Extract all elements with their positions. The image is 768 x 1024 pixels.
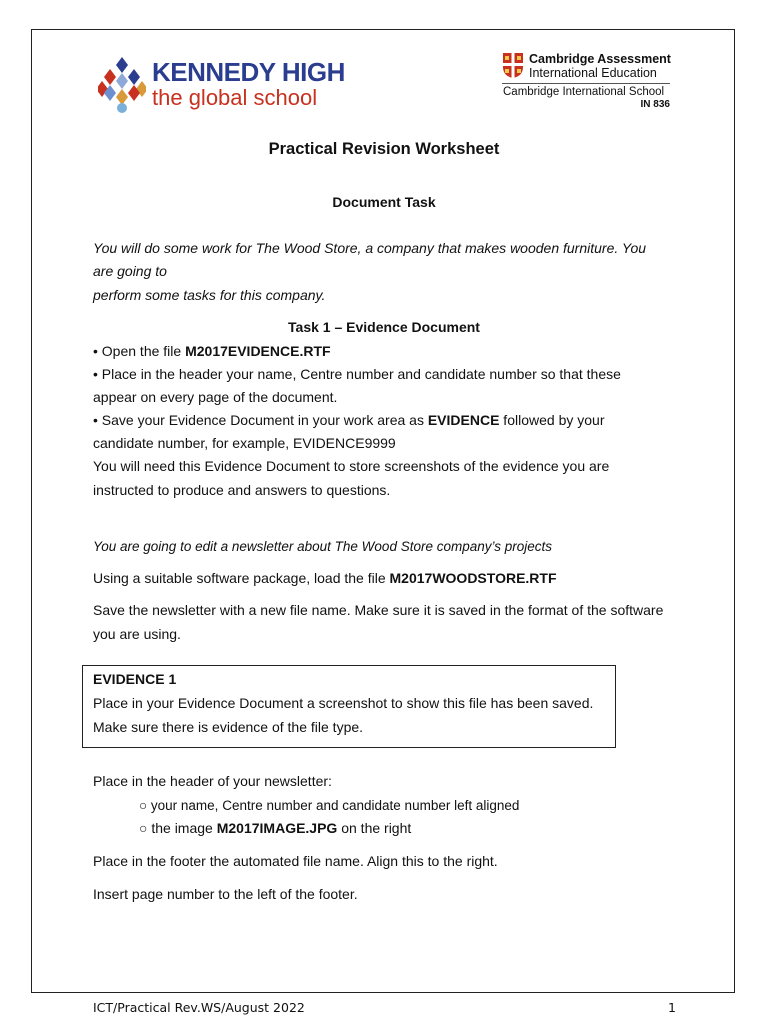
header-item2-prefix: ○ the image: [139, 820, 217, 836]
evidence1-title: EVIDENCE 1: [93, 671, 177, 687]
header-instructions-intro: Place in the header of your newsletter:: [93, 773, 332, 789]
centre-code: IN 836: [640, 99, 670, 110]
bullet-save-suffix: followed by your: [499, 412, 605, 428]
cambridge-line1: Cambridge Assessment: [529, 52, 671, 66]
kennedy-high-emblem-icon: [98, 55, 146, 115]
load-prefix: Using a suitable software package, load the file: [93, 570, 390, 586]
kennedy-high-logo: [98, 55, 345, 115]
page-border: [31, 29, 735, 993]
header-item2-suffix: on the right: [337, 820, 412, 836]
cambridge-shield-icon: [502, 52, 524, 79]
document-title: Practical Revision Worksheet: [268, 140, 500, 158]
task1-bullet-header-line2: appear on every page of the document.: [93, 389, 338, 405]
task1-bullet-save: [93, 409, 604, 433]
save-line1: Save the newsletter with a new file name. Make sure it is saved in the format of the software: [93, 602, 664, 618]
task1-bullet-header-line1: • Place in the header your name, Centre number and candidate number so that these: [93, 366, 621, 382]
page-number: 1: [668, 1000, 676, 1015]
bullet-open-text: • Open the file: [93, 343, 186, 359]
task1-bullet-save-line2: candidate number, for example, EVIDENCE9999: [93, 435, 396, 451]
page-number-instruction: Insert page number to the left of the footer.: [93, 886, 358, 902]
task1-note-line2: instructed to produce and answers to questions.: [93, 482, 391, 498]
document-subtitle: Document Task: [332, 194, 436, 210]
cambridge-line2: International Education: [529, 66, 657, 80]
evidence-filename: M2017EVIDENCE.RTF: [185, 343, 331, 359]
task1-note-line1: You will need this Evidence Document to store screenshots of the evidence you are: [93, 458, 610, 474]
intro-line2: are going to: [93, 263, 167, 279]
evidence1-line2: Make sure there is evidence of the file type.: [93, 719, 364, 735]
bullet-save-bold: EVIDENCE: [427, 412, 500, 428]
bullet-save-prefix: • Save your Evidence Document in your work area as: [93, 412, 428, 428]
intro-line3: perform some tasks for this company.: [93, 287, 326, 303]
task1-bullet-open: [93, 340, 331, 364]
cambridge-divider: [502, 83, 670, 84]
evidence1-box: [82, 665, 616, 748]
cambridge-logo: [502, 52, 674, 112]
page-footer-reference: ICT/Practical Rev.WS/August 2022: [93, 1000, 305, 1015]
newsletter-intro: You are going to edit a newsletter about The Wood Store company’s projects: [93, 539, 553, 554]
intro-line1: You will do some work for The Wood Store, a company that makes wooden furniture. You: [93, 240, 647, 256]
woodstore-filename: M2017WOODSTORE.RTF: [389, 570, 557, 586]
cambridge-school: Cambridge International School: [503, 86, 665, 98]
save-line2: you are using.: [93, 626, 181, 642]
footer-instruction: Place in the footer the automated file name. Align this to the right.: [93, 853, 498, 869]
image-filename: M2017IMAGE.JPG: [216, 820, 338, 836]
school-name: KENNEDY HIGH: [152, 57, 345, 87]
header-item1: ○ your name, Centre number and candidate number left aligned: [139, 798, 520, 813]
load-file-instruction: [93, 567, 557, 591]
evidence1-line1: Place in your Evidence Document a screenshot to show this file has been saved.: [93, 695, 594, 711]
school-tagline: the global school: [152, 85, 318, 110]
header-item2: [139, 817, 411, 841]
task1-heading: Task 1 – Evidence Document: [288, 319, 480, 335]
